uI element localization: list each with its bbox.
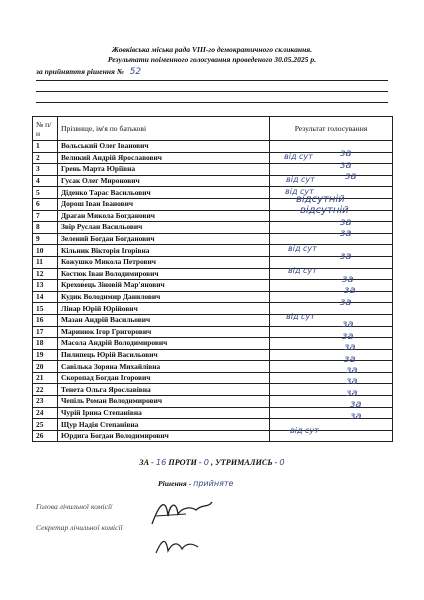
row-number: 16 (33, 314, 58, 326)
handwritten-absent-mark: від сут (285, 186, 314, 196)
handwritten-vote-mark: за (340, 216, 352, 228)
handwritten-vote-mark: за (340, 228, 352, 240)
member-name: Костюк Іван Володимирович (58, 268, 270, 280)
table-row (33, 175, 393, 187)
handwritten-absent-mark: від сут (284, 152, 313, 162)
vote-result-cell (270, 349, 393, 361)
table-row (33, 303, 393, 315)
row-number: 25 (33, 419, 58, 431)
member-name: Крехов́ець Зіновій Мар'янович (58, 280, 270, 292)
handwritten-absent-mark: від сут (286, 312, 315, 321)
member-name: Гусак Олег Миронович (58, 175, 270, 187)
table-header-row (33, 117, 393, 141)
header-decision-line (36, 67, 141, 77)
handwritten-vote-mark: за (344, 342, 356, 354)
member-name: Скоропад Богдан Ігорович (58, 372, 270, 384)
vote-result-cell (270, 141, 393, 153)
decision-number-label: за прийняття рішення № (36, 67, 124, 76)
member-name: Кожушко Микола Петрович (58, 256, 270, 268)
vote-result-cell (270, 280, 393, 292)
blank-line (36, 91, 388, 92)
row-number: 8 (33, 222, 58, 234)
vote-result-cell (270, 326, 393, 338)
table-row (33, 372, 393, 384)
member-name: Кільник Вікторія Ігорівна (58, 245, 270, 257)
handwritten-vote-mark: за (340, 148, 352, 160)
row-number: 17 (33, 326, 58, 338)
handwritten-vote-mark: відсутній (300, 205, 349, 217)
member-name: Великий Андрій Ярославович (58, 152, 270, 164)
decision-label: Рішення - (158, 479, 192, 488)
table-row (33, 152, 393, 164)
table-row (33, 291, 393, 303)
row-number: 26 (33, 430, 58, 442)
table-row (33, 233, 393, 245)
member-name: Масола Андрій Володимирович (58, 338, 270, 350)
member-name: Щур Надія Степанівна (58, 419, 270, 431)
vote-result-cell (270, 372, 393, 384)
handwritten-vote-mark: за (350, 399, 362, 411)
table-row (33, 419, 393, 431)
member-name: Звір Руслан Васильович (58, 222, 270, 234)
table-row (33, 361, 393, 373)
vote-result-cell (270, 430, 393, 442)
member-name: Пилипець Юрій Васильович (58, 349, 270, 361)
head-signature-label: Голова лічильної комісії (36, 502, 113, 511)
row-number: 15 (33, 303, 58, 315)
handwritten-vote-mark: за (342, 273, 354, 285)
handwritten-absent-mark: від сут (290, 426, 319, 435)
table-row (33, 314, 393, 326)
table-row (33, 222, 393, 234)
handwritten-vote-mark: за (340, 159, 352, 171)
handwritten-vote-mark: відсутній (296, 194, 345, 205)
member-name: Драган Микола Богданович (58, 210, 270, 222)
member-name: Зелений Богдан Богданович (58, 233, 270, 245)
row-number: 20 (33, 361, 58, 373)
proty-label: ПРОТИ - (168, 458, 202, 467)
table-row (33, 338, 393, 350)
row-number: 11 (33, 256, 58, 268)
table-row (33, 349, 393, 361)
member-name: Вольський Олег Іванович (58, 141, 270, 153)
table-row (33, 326, 393, 338)
za-value: 16 (155, 457, 167, 467)
decision-line (158, 479, 233, 488)
member-name: Чепіль Роман Володимирович (58, 396, 270, 408)
head-signature-image (146, 494, 216, 534)
handwritten-absent-mark: від сут (288, 266, 317, 276)
handwritten-absent-mark: від сут (286, 175, 315, 185)
member-name: Тенета Ольга Ярославівна (58, 384, 270, 396)
handwritten-vote-mark: за (342, 319, 354, 331)
member-name: Мазан Андрій Васильович (58, 314, 270, 326)
handwritten-vote-mark: за (344, 285, 356, 297)
member-name: Чурій Ірина Степанівна (58, 407, 270, 419)
row-number: 6 (33, 198, 58, 210)
member-name: Дорош Іван Іванович (58, 198, 270, 210)
handwritten-vote-mark: за (350, 410, 362, 422)
vote-table (32, 116, 393, 442)
vote-result-cell (270, 384, 393, 396)
member-name: Лінар Юрій Юрійович (58, 303, 270, 315)
member-name: Грень Марта Юріївна (58, 164, 270, 176)
row-number: 10 (33, 245, 58, 257)
handwritten-vote-mark: за (340, 251, 352, 262)
row-number: 5 (33, 187, 58, 199)
table-row (33, 430, 393, 442)
handwritten-vote-mark: за (346, 365, 358, 376)
table-row (33, 245, 393, 257)
blank-line (36, 102, 388, 103)
handwritten-absent-mark: від сут (288, 243, 317, 253)
row-number: 22 (33, 384, 58, 396)
secretary-signature-image (152, 531, 202, 561)
vote-result-cell (270, 361, 393, 373)
vote-result-cell (270, 222, 393, 234)
table-row (33, 396, 393, 408)
decision-number: 52 (129, 67, 142, 77)
row-number: 14 (33, 291, 58, 303)
row-number: 7 (33, 210, 58, 222)
vote-result-cell (270, 396, 393, 411)
za-label: ЗА - (139, 458, 154, 467)
member-name: Діденко Тарас Васильович (58, 187, 270, 199)
table-row (33, 256, 393, 268)
row-number: 18 (33, 338, 58, 350)
column-header-number: № п/н (33, 117, 58, 141)
table-row (33, 141, 393, 153)
member-name: Кудик Володимир Данилович (58, 291, 270, 303)
secretary-signature-label: Секретар лічильної комісії (36, 523, 123, 532)
handwritten-vote-mark: за (345, 171, 357, 183)
row-number: 19 (33, 349, 58, 361)
decision-value: прийняте (193, 479, 234, 488)
row-number: 9 (33, 233, 58, 245)
column-header-result: Результат голосування (270, 117, 393, 141)
row-number: 24 (33, 407, 58, 419)
vote-result-cell (270, 291, 393, 303)
handwritten-vote-mark: за (346, 387, 358, 399)
proty-value: 0 (203, 457, 209, 467)
table-row (33, 384, 393, 396)
vote-result-cell (270, 164, 393, 176)
vote-summary (0, 457, 424, 467)
row-number: 23 (33, 396, 58, 408)
member-name: Маринюк Ігор Григорович (58, 326, 270, 338)
row-number: 4 (33, 175, 58, 187)
header-council-title: Жовківська міська рада VIII-го демократичного скликання. (111, 45, 313, 54)
row-number: 1 (33, 141, 58, 153)
handwritten-vote-mark: за (344, 353, 356, 365)
vote-result-cell (270, 407, 393, 419)
member-name: Юрдига Богдан Володимирович (58, 430, 270, 442)
row-number: 21 (33, 372, 58, 384)
vote-result-cell (270, 338, 393, 350)
row-number: 3 (33, 164, 58, 176)
table-row (33, 280, 393, 292)
row-number: 12 (33, 268, 58, 280)
table-row (33, 407, 393, 419)
handwritten-vote-mark: за (340, 296, 352, 308)
table-row (33, 268, 393, 280)
utrym-label: , УТРИМАЛИСЬ - (210, 458, 278, 467)
vote-result-cell (270, 419, 393, 431)
blank-line (36, 80, 388, 81)
row-number: 13 (33, 280, 58, 292)
handwritten-vote-mark: за (342, 330, 354, 342)
column-header-name: Прізвище, ім'я по батькові (58, 117, 270, 141)
handwritten-vote-mark: за (346, 376, 358, 388)
header-results-title: Результати поіменного голосування проведеного 30.05.2025 р. (107, 55, 317, 64)
member-name: Савілька Зоряна Михайлівна (58, 361, 270, 373)
table-row (33, 164, 393, 176)
row-number: 2 (33, 152, 58, 164)
utrym-value: 0 (279, 457, 285, 467)
